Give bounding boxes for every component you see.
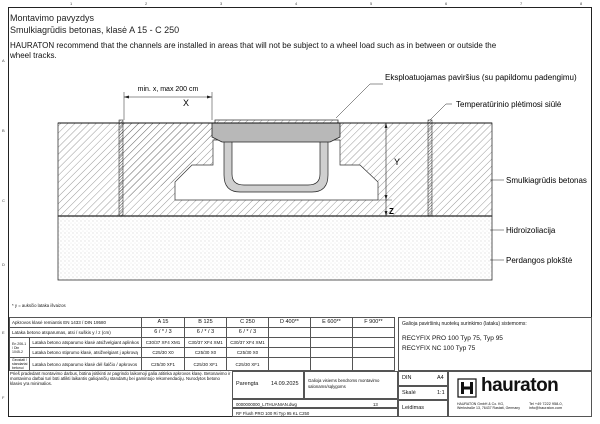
dim-z-label: Z: [389, 207, 394, 216]
drawing-name-cell: [232, 408, 398, 417]
ruler-top-1: 1: [70, 1, 73, 6]
class-b125: B 125: [184, 318, 226, 328]
table-cell: C25/30 X0: [141, 348, 184, 358]
format-label: A4: [437, 375, 444, 381]
table-row: [10, 318, 395, 328]
drawing-name: RF Flush PRO 100 Ri Typ 95 KL C250: [236, 411, 310, 416]
row-label: Apkrovos klasė remiantis EN 1433 / DIN 19580: [10, 318, 142, 328]
products-header: Galioja paviršinių nuotekų surinkimo (lataku) sistemoms:: [402, 321, 527, 327]
date-label: Parengta: [236, 381, 259, 387]
ruler-top-2: 2: [145, 1, 148, 6]
ruler-top-7: 7: [520, 1, 523, 6]
product-line-2: RECYFIX NC 100 Typ 75: [402, 345, 476, 352]
table-cell: C25/30 XF1: [226, 358, 268, 371]
table-cell: C25/30 XF1: [141, 358, 184, 371]
table-row: [10, 348, 395, 358]
ruler-side-b: B: [2, 128, 5, 133]
date-cell: [232, 371, 304, 399]
scale-value: 1:1: [437, 390, 445, 396]
spec-table: [9, 317, 395, 371]
product-line-1: RECYFIX PRO 100 Typ 75, Typ 95: [402, 335, 503, 342]
edition-cell: [398, 400, 448, 417]
label-joint: Temperatūrinio plėtimosi siūlė: [456, 100, 562, 109]
products-box: [398, 317, 592, 371]
desc-text: Galioja visiems bendroms montavimo salonams/sąlygoms: [308, 378, 380, 389]
ruler-side-c: C: [2, 198, 5, 203]
din-label: DIN: [402, 375, 412, 381]
table-cell: 6 / * / 3: [184, 328, 226, 338]
leader-surface: [336, 84, 383, 118]
brand-address: HAURATON GmbH & Co. KG, Werkstraße 13, 76437 Rastatt, Germany: [457, 402, 520, 410]
file-cell: [232, 399, 398, 408]
ruler-top-8: 8: [580, 1, 583, 6]
dim-min-x-label: min. x, max 200 cm: [137, 86, 199, 93]
sheet-number: 13: [373, 402, 378, 407]
channel-grate: [212, 123, 340, 142]
row-label: Lataka betono atsparumo klasė atsižvelgiant aplinkos: [30, 338, 142, 348]
table-cell: C30/37 XF4 XM1: [226, 338, 268, 348]
ruler-top-5: 5: [370, 1, 373, 6]
class-a15: A 15: [141, 318, 184, 328]
scale-cell: [398, 386, 448, 400]
expansion-joint-right: [428, 120, 432, 216]
ruler-side-e: E: [2, 330, 5, 335]
scale-label: Skalė: [402, 390, 416, 396]
label-surface: Eksploatuojamas paviršius (su papildomu padengimu): [385, 73, 577, 82]
dim-y-label: Y: [394, 157, 401, 167]
ruler-top-4: 4: [295, 1, 298, 6]
ruler-side-d: D: [2, 262, 5, 267]
ruler-side-f: F: [2, 395, 5, 400]
desc-cell: [304, 371, 398, 399]
row-label: Lataka betono stiprumo klasė, atsižvelgiant į apkrovą: [30, 348, 142, 358]
class-f900: F 900**: [352, 318, 394, 328]
ruler-top-6: 6: [445, 1, 448, 6]
brand-cell: [448, 371, 592, 417]
table-cell: 6 / * / 3: [226, 328, 268, 338]
class-d400: D 400**: [268, 318, 310, 328]
table-cell: C25/30 X0: [226, 348, 268, 358]
table-cell: C30/37 XF4 XM1: [141, 338, 184, 348]
disclaimer-text: Prieš pradedant montavimo darbus, būtina įsitikinti ar pagrindo laikomoji galia atitinka apkrovos klasę. Betonavimo ir montavimo darbai turi būti atlikti laikantis galiojančių standartų bei gamintojo rekomendacijų. Nurodytos betono klasės yra minimalios.: [10, 371, 231, 386]
label-slab: Perdangos plokštė: [506, 256, 573, 265]
table-row: [10, 328, 395, 338]
floor-slab: [58, 216, 492, 280]
brand-contact: Tel +49 7222 958-0, info@hauraton.com: [529, 402, 563, 410]
row-side-label: Geostati / standartai betonui: [10, 358, 30, 371]
label-concrete: Smulkiagrūdis betonas: [506, 176, 587, 185]
expansion-joint-left: [119, 120, 123, 216]
brand-name: hauraton: [481, 375, 559, 396]
dim-x-label: X: [182, 98, 190, 108]
ruler-top-3: 3: [220, 1, 223, 6]
table-cell: C25/30 XF1: [184, 358, 226, 371]
leader-joint: [430, 104, 452, 120]
installation-note: HAURATON recommend that the channels are installed in areas that will not be subject to a wheel load such as in between or outside the wheel tracks.: [10, 41, 497, 60]
class-e600: E 600**: [310, 318, 352, 328]
date-value: 14.09.2025: [271, 381, 299, 387]
table-cell: C25/30 X0: [184, 348, 226, 358]
title-line-1: Montavimo pavyzdys: [10, 13, 95, 23]
row-label: Lataka betono atsparumas, atsi / suškis y / z (cm): [10, 328, 142, 338]
hauraton-logo-icon: [457, 378, 477, 398]
row-side-label: En 206-1 / Din 1045-2: [10, 338, 30, 358]
class-c250: C 250: [226, 318, 268, 328]
row-label: Lataka betono atsparumo klasė dėl šalčio / apkrovos: [30, 358, 142, 371]
edition-label: Leidimas: [402, 405, 425, 411]
title-line-2: Smulkiagrūdis betonas, klasė A 15 - C 250: [10, 25, 180, 35]
table-row: [10, 338, 395, 348]
table-row: [10, 358, 395, 371]
file-name: 0000000000_LITHUANIAN.dwg: [236, 402, 297, 407]
ruler-side-a: A: [2, 58, 5, 63]
label-waterproofing: Hidroizoliacija: [506, 226, 556, 235]
din-cell: [398, 371, 448, 386]
table-cell: C30/37 XF4 XM1: [184, 338, 226, 348]
table-cell: 6 / * / 3: [141, 328, 184, 338]
footnote: * y = auksčio lataka išvaizos: [12, 303, 66, 308]
